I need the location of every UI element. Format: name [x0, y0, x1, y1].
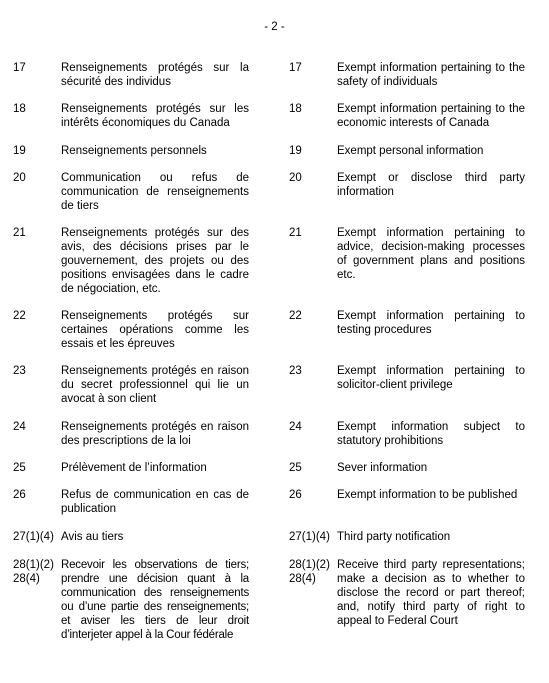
fr-description: Renseignements protégés sur la sécurité des individus: [61, 62, 249, 88]
fr-description: Refus de communication en cas de publication: [61, 489, 249, 515]
en-description: Receive third party representations; make a decision as to whether to disclose the record or part thereof; and, notify third party of right to appeal to Federal Court: [337, 559, 525, 627]
en-section-number: 20: [289, 172, 302, 184]
en-section-number: 22: [289, 310, 302, 322]
en-description: Exempt information pertaining to testing procedures: [337, 310, 525, 336]
fr-description: Communication ou refus de communication de renseignements de tiers: [61, 172, 249, 212]
en-description: Sever information: [337, 462, 428, 474]
fr-section-number: 17: [13, 62, 26, 74]
en-section-number: 24: [289, 421, 302, 433]
en-section-number: 21: [289, 227, 302, 239]
page-number: - 2 -: [264, 21, 285, 33]
fr-description: Recevoir les observations de tiers; prendre une décision quant à la communication des renseignements ou d’une partie des renseignements; et aviser les tiers de leur droit d’interjeter appel à la Cour fédérale: [61, 559, 249, 641]
fr-section-number: 27(1)(4): [13, 531, 54, 543]
fr-section-number: 26: [13, 489, 26, 501]
en-section-number: 26: [289, 489, 302, 501]
en-section-number: 17: [289, 62, 302, 74]
en-section-number: 19: [289, 145, 302, 157]
fr-description: Renseignements protégés en raison des prescriptions de la loi: [61, 421, 249, 447]
en-section-number: 25: [289, 462, 302, 474]
en-description: Exempt or disclose third party information: [337, 172, 525, 198]
fr-section-number: 28(1)(2) 28(4): [13, 559, 54, 585]
fr-section-number: 22: [13, 310, 26, 322]
fr-description: Renseignements protégés sur certaines opérations comme les essais et les épreuves: [61, 310, 249, 350]
fr-section-number: 18: [13, 103, 26, 115]
en-description: Exempt personal information: [337, 145, 484, 157]
en-description: Exempt information subject to statutory prohibitions: [337, 421, 525, 447]
fr-section-number: 19: [13, 145, 26, 157]
fr-section-number: 20: [13, 172, 26, 184]
fr-section-number: 21: [13, 227, 26, 239]
fr-description: Avis au tiers: [61, 531, 124, 543]
en-description: Exempt information pertaining to solicitor-client privilege: [337, 365, 525, 391]
en-section-number: 28(1)(2) 28(4): [289, 559, 330, 585]
en-section-number: 18: [289, 103, 302, 115]
fr-description: Renseignements protégés sur des avis, des décisions prises par le gouvernement, des projets ou des positions envisagées dans le cadre de négociation, etc.: [61, 227, 249, 295]
fr-description: Renseignements protégés sur les intérêts économiques du Canada: [61, 103, 249, 129]
en-description: Exempt information to be published: [337, 489, 518, 501]
en-description: Exempt information pertaining to advice, decision-making processes of government plans and positions etc.: [337, 227, 525, 281]
fr-section-number: 25: [13, 462, 26, 474]
fr-description: Renseignements personnels: [61, 145, 207, 157]
fr-description: Prélèvement de l’information: [61, 462, 207, 474]
en-description: Exempt information pertaining to the safety of individuals: [337, 62, 525, 88]
en-section-number: 23: [289, 365, 302, 377]
fr-description: Renseignements protégés en raison du secret professionnel qui lie un avocat à son client: [61, 365, 249, 405]
en-section-number: 27(1)(4): [289, 531, 330, 543]
en-description: Exempt information pertaining to the economic interests of Canada: [337, 103, 525, 129]
fr-section-number: 23: [13, 365, 26, 377]
en-description: Third party notification: [337, 531, 451, 543]
fr-section-number: 24: [13, 421, 26, 433]
